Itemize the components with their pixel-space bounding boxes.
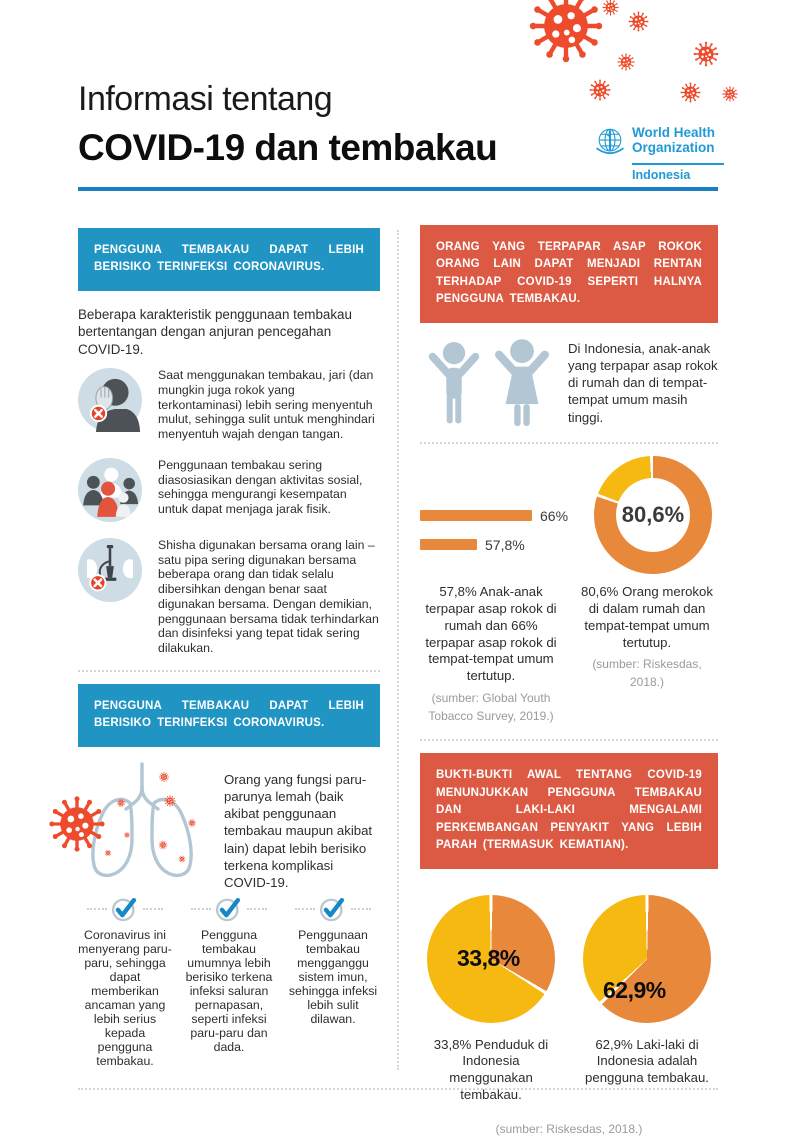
chart-captions <box>420 584 718 725</box>
virus-icon <box>48 795 106 853</box>
caption-block <box>576 1037 718 1105</box>
virus-icon <box>528 0 604 64</box>
boy-icon <box>424 336 484 432</box>
social-group-icon <box>78 458 142 522</box>
headline-box-severity: BUKTI-BUKTI AWAL TENTANG COVID-19 MENUNJUKKAN PENGGUNA TEMBAKAU DAN LAKI-LAKI MENGALAMI PERKEMBANGAN PENYAKIT YANG LEBIH PARAH (TERMASUK KEMATIAN). <box>420 753 718 868</box>
checkmark-icon <box>318 895 348 923</box>
section-divider <box>420 442 718 444</box>
fact-text: Pengguna tembakau umumnya lebih berisiko terkena infeksi saluran pernapasan, seperti infeksi paru-paru dan dada. <box>185 927 273 1055</box>
virus-icon <box>617 53 635 71</box>
face-touch-icon <box>78 368 142 432</box>
headline-box-secondhand-smoke: ORANG YANG TERPAPAR ASAP ROKOK ORANG LAIN DAPAT MENJADI RENTAN TERHADAP COVID-19 SEPERTI HALNYA PENGGUNA TEMBAKAU. <box>420 225 718 323</box>
virus-icon <box>602 0 619 16</box>
caption-text: 62,9% Laki-laki di Indonesia adalah pengguna tembakau. <box>585 1036 709 1086</box>
caption-text: 33,8% Penduduk di Indonesia menggunakan tembakau. <box>433 1036 549 1103</box>
pie-captions <box>420 1037 718 1105</box>
children-paragraph: Di Indonesia, anak-anak yang terpapar asap rokok di rumah dan di tempat-tempat umum masih tinggi. <box>568 340 718 425</box>
facts-row <box>78 895 380 1068</box>
virus-icon <box>693 41 719 67</box>
section-divider <box>78 670 380 672</box>
pie-value-label: 62,9% <box>603 976 666 1003</box>
fact-column <box>286 895 380 1068</box>
virus-icon <box>722 86 738 102</box>
who-emblem-icon <box>592 123 628 159</box>
list-item <box>78 458 380 522</box>
donut-center-label: 80,6% <box>616 478 690 552</box>
headline-box-tobacco-risk-1: PENGGUNA TEMBAKAU DAPAT LEBIH BERISIKO TERINFEKSI CORONAVIRUS. <box>78 228 380 291</box>
pie-chart-population <box>427 895 555 1023</box>
intro-paragraph: Beberapa karakteristik penggunaan tembakau bertentangan dengan anjuran pencegahan COVID-19. <box>78 306 352 357</box>
children-figure <box>420 336 554 432</box>
girl-icon <box>490 336 554 432</box>
source-note: (sumber: Riskesdas, 2018.) <box>495 1122 643 1136</box>
virus-icon <box>680 82 701 103</box>
section-divider <box>420 739 718 741</box>
fact-text: Coronavirus ini menyerang paru-paru, sehingga dapat memberikan ancaman yang lebih serius kepada pengguna tembakau. <box>78 927 172 1069</box>
bar-value-label: 57,8% <box>485 536 525 553</box>
pie-charts <box>420 895 718 1023</box>
caption-block <box>420 584 562 725</box>
page-title <box>78 80 497 169</box>
bar-chart <box>420 456 594 574</box>
risk-item-text: Saat menggunakan tembakau, jari (dan mungkin juga rokok yang terkontaminasi) lebih sering menyentuh mulut, sehingga sulit untuk menghindari menyentuh wajah dengan tangan. <box>158 368 375 442</box>
caption-text: 57,8% Anak-anak terpapar asap rokok di rumah dan 66% terpapar asap rokok di tempat-tempat umum tertutup. <box>425 583 557 684</box>
pie-value-label: 33,8% <box>457 944 520 971</box>
lungs-virus-figure <box>64 761 216 881</box>
left-column <box>78 228 380 1068</box>
bar-value-label: 66% <box>540 507 569 524</box>
checkmark-icon <box>214 895 244 923</box>
shisha-icon <box>78 538 142 602</box>
caption-text: 80,6% Orang merokok di dalam rumah dan tempat-tempat umum tertutup. <box>581 583 713 650</box>
fact-column <box>182 895 276 1068</box>
pie-chart-males <box>583 895 711 1023</box>
bar-57pct <box>420 539 477 550</box>
source-note: (sumber: Global Youth Tobacco Survey, 2019.) <box>428 691 554 724</box>
lungs-section <box>78 761 380 891</box>
who-wordmark: World Health Organization <box>632 125 716 155</box>
caption-block <box>420 1037 562 1105</box>
checkmark-icon <box>110 895 140 923</box>
risk-item-text: Penggunaan tembakau sering diasosiasikan dengan aktivitas sosial, sehingga mengurangi kesempatan untuk dapat menjaga jarak fisik. <box>158 457 363 517</box>
column-divider <box>397 230 399 1070</box>
bar-66pct <box>420 510 532 521</box>
who-country-label: Indonesia <box>632 168 691 182</box>
children-section <box>420 336 718 432</box>
right-column <box>420 225 718 1136</box>
who-divider <box>632 163 724 165</box>
headline-box-tobacco-risk-2: PENGGUNA TEMBAKAU DAPAT LEBIH BERISIKO TERINFEKSI CORONAVIRUS. <box>78 684 380 747</box>
lungs-paragraph: Orang yang fungsi paru-parunya lemah (baik akibat penggunaan tembakau maupun akibat lain) dapat lebih berisiko terkena komplikasi COVID-19. <box>224 771 373 890</box>
list-item <box>78 368 380 442</box>
caption-block <box>576 584 718 725</box>
title-line-2: COVID-19 dan tembakau <box>78 127 498 168</box>
title-rule <box>78 187 718 191</box>
risk-item-list <box>78 368 380 656</box>
list-item <box>78 538 380 656</box>
virus-icon <box>628 11 649 32</box>
source-note: (sumber: Riskesdas, 2018.) <box>592 657 702 690</box>
fact-column <box>78 895 172 1068</box>
donut-chart <box>594 456 714 574</box>
title-line-1: Informasi tentang <box>78 80 333 118</box>
exposure-charts <box>420 456 718 574</box>
who-logo <box>592 123 728 182</box>
virus-icon <box>589 79 611 101</box>
fact-text: Penggunaan tembakau mengganggu sistem imun, sehingga infeksi lebih sulit dilawan. <box>288 927 378 1027</box>
risk-item-text: Shisha digunakan bersama orang lain – satu pipa sering digunakan bersama beberapa orang dan tidak selalu dibersihkan dengan benar saat digunakan bersama. Dengan demikian, penggunaan bersama tidak terhindarkan dan disinfeksi yang tepat tidak sering dilakukan. <box>158 537 379 656</box>
